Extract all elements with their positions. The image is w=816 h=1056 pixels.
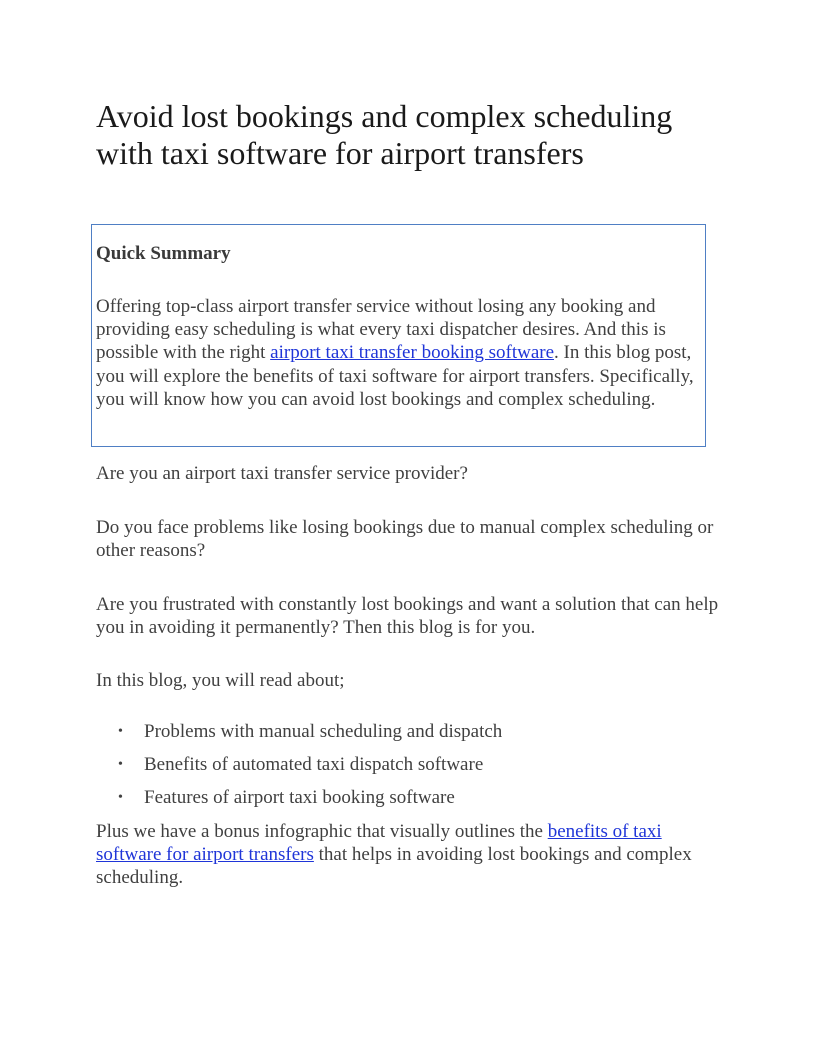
bullet-icon: • — [118, 790, 123, 805]
summary-text-after-link: . In this blog post, you will explore the benefits of taxi software for airport transfers. Specifically, you will know how you can avoid lost bookings and complex scheduling. — [96, 342, 694, 410]
page-title — [96, 98, 736, 172]
title-line-1: Avoid lost bookings and complex scheduling — [96, 98, 673, 134]
quick-summary-heading: Quick Summary — [96, 243, 231, 264]
paragraph-blog-intro: In this blog, you will read about; — [96, 670, 345, 691]
benefits-of-taxi-software-link[interactable]: benefits of taxi software for airport transfers — [96, 821, 662, 866]
list-item-text: Problems with manual scheduling and dispatch — [144, 721, 503, 742]
title-line-2: with taxi software for airport transfers — [96, 135, 584, 171]
paragraph-frustration-question: Are you frustrated with constantly lost bookings and want a solution that can help you in avoiding it permanently? Then this blog is for you. — [96, 594, 719, 639]
airport-taxi-booking-software-link[interactable]: airport taxi transfer booking software — [270, 342, 555, 364]
list-item-text: Features of airport taxi booking software — [144, 787, 455, 808]
closing-text-after-link: that helps in avoiding lost bookings and complex scheduling. — [96, 844, 692, 889]
paragraph-problems-question: Do you face problems like losing bookings due to manual complex scheduling or other reasons? — [96, 517, 714, 562]
list-item — [96, 753, 696, 786]
quick-summary-text — [96, 295, 704, 411]
paragraph-infographic — [96, 820, 706, 890]
bullet-icon: • — [118, 724, 123, 739]
bullet-icon: • — [118, 757, 123, 772]
list-item — [96, 786, 696, 819]
list-item — [96, 720, 696, 753]
topics-list — [96, 720, 696, 819]
closing-text-before-link: Plus we have a bonus infographic that visually outlines the — [96, 821, 548, 842]
paragraph-provider-question: Are you an airport taxi transfer service provider? — [96, 463, 468, 484]
summary-text-before-link: Offering top-class airport transfer service without losing any booking and providing easy scheduling is what every taxi dispatcher desires. And this is possible with the right — [96, 296, 666, 364]
list-item-text: Benefits of automated taxi dispatch software — [144, 754, 484, 775]
